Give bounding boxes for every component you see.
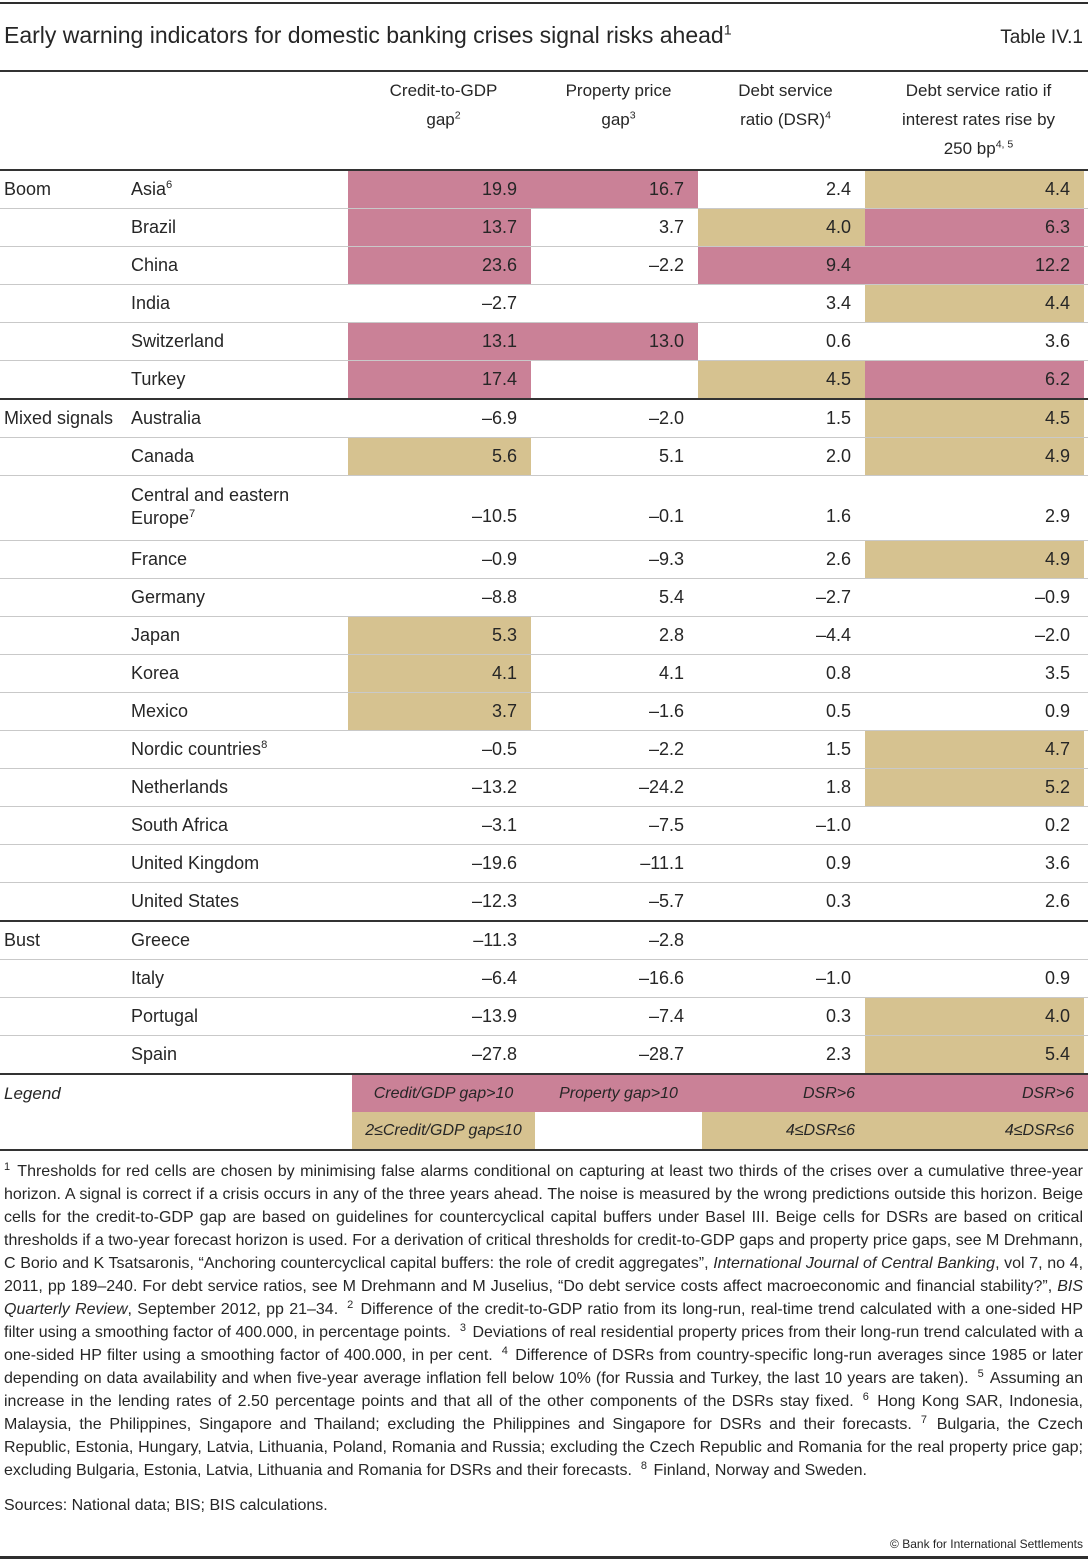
cell-group-label	[0, 579, 131, 616]
table-number: Table IV.1	[1000, 27, 1083, 48]
cell-country-label	[131, 400, 348, 437]
column-header-footnote-ref: 4	[825, 109, 831, 122]
cell-value-property-gap: –2.2	[648, 739, 684, 759]
cell-value-credit-gdp-gap: 13.1	[348, 323, 531, 360]
cell-value-dsr: 2.4	[825, 179, 851, 199]
cell-value-dsr-stressed: 4.7	[865, 731, 1084, 768]
cell-value-dsr	[698, 922, 865, 959]
cell-value-credit-gdp-gap: 3.7	[348, 693, 531, 730]
legend-cell: Credit/GDP gap>10	[352, 1075, 535, 1112]
footnotes: $^1$ Thresholds for red cells are chosen by minimising false alarms conditional on capturing at least two thirds of the crises over a cumulative three-year horizon. A signal is correct if a crisis occurs in any of the three years ahead. The noise is measured by the wrong predictions outside this horizon. Beige cells for the credit-to-GDP gap are based on guidelines for countercyclical capital buffers under Basel III. Beige cells for DSRs are based on critical thresholds if a two-year forecast horizon is used. For a derivation of critical thresholds for credit-to-GDP gaps and property price gaps, see M Drehmann, C Borio and K Tsatsaronis, “Anchoring countercyclical capital buffers: the role of credit aggregates”, International Journal of Central Banking, vol 7, no 4, 2011, pp 189–240. For debt service ratios, see M Drehmann and M Juselius, “Do debt service costs affect macroeconomic and financial stability?”, BIS Quarterly Review, September 2012, pp 21–34. $^2$ Difference of the credit-to-GDP ratio from its long-run, real-time trend calculated with a one-sided HP filter using a smoothing factor of 400.000, in percentage points. $^3$ Deviations of real residential property prices from their long-run trend calculated with a one-sided HP filter using a smoothing factor of 400.000, in per cent. $^4$ Difference of DSRs from country-specific long-run averages since 1985 or later depending on data availability and when five-year average inflation fell below 10% (for Russia and Turkey, the last 10 years are taken). $^5$ Assuming an increase in the lending rates of 2.50 percentage points and that all of the other components of the DSRs stay fixed. $^6$ Hong Kong SAR, Indonesia, Malaysia, the Philippines, Singapore and Thailand; excluding the Philippines and Singapore for DSRs and their forecasts. $^7$ Bulgaria, the Czech Republic, Estonia, Hungary, Latvia, Lithuania, Poland, Romania and Russia; excluding the Czech Republic and Romania for the real property price gap; excluding Bulgaria, Estonia, Latvia, Lithuania and Romania for DSRs and their forecasts. $^8$ Finland, Norway and Sweden.	[4, 1160, 1084, 1479]
footnote-ref: 5	[977, 1367, 984, 1380]
cell-value-dsr-stressed: –2.0	[1034, 625, 1070, 645]
cell-value-property-gap: –9.3	[648, 549, 684, 569]
cell-value-dsr: 1.8	[825, 777, 851, 797]
column-header-2: Property price gap$^3$	[565, 81, 672, 129]
legend-cell	[535, 1112, 702, 1149]
bottom-rule	[0, 1556, 1088, 1559]
cell-country-label	[131, 845, 348, 882]
cell-value-dsr: –2.7	[815, 587, 851, 607]
table-row	[0, 920, 1088, 959]
country-text: Australia	[131, 408, 202, 428]
cell-group-label	[0, 617, 131, 654]
legend-row	[0, 1073, 1088, 1112]
cell-group-label	[0, 1036, 131, 1073]
cell-value-property-gap: –2.2	[648, 255, 684, 275]
legend-cell: Property gap>10	[535, 1075, 702, 1112]
country-text: United Kingdom	[131, 853, 260, 873]
column-header-1: Credit-to-GDP gap$^2$	[389, 81, 498, 129]
cell-value-credit-gdp-gap: 5.3	[348, 617, 531, 654]
legend-row	[0, 1112, 1088, 1149]
table-row	[0, 616, 1088, 654]
footnote-ref: 2	[347, 1298, 354, 1311]
cell-value-credit-gdp-gap: –10.5	[471, 506, 517, 526]
table-row	[0, 360, 1088, 398]
cell-value-dsr-stressed: 4.4	[865, 285, 1084, 322]
cell-value-dsr-stressed	[865, 922, 1084, 959]
cell-country-label	[131, 541, 348, 578]
cell-value-dsr-stressed: 5.4	[865, 1036, 1084, 1073]
cell-value-dsr: –1.0	[815, 968, 851, 988]
cell-group-label	[0, 807, 131, 844]
cell-value-credit-gdp-gap: –11.3	[473, 930, 517, 950]
country-text: Germany	[131, 587, 206, 607]
cell-value-credit-gdp-gap: –2.7	[481, 293, 517, 313]
cell-value-dsr-stressed: 0.2	[1044, 815, 1070, 835]
cell-value-credit-gdp-gap: 19.9	[348, 171, 531, 208]
cell-value-dsr: 3.4	[825, 293, 851, 313]
cell-value-dsr-stressed: 4.4	[865, 171, 1084, 208]
country-text: Korea	[131, 663, 180, 683]
cell-country-label	[131, 323, 348, 360]
legend-cell: 4≤DSR≤6	[702, 1112, 869, 1149]
country-text: Brazil	[131, 217, 177, 237]
table-row	[0, 1035, 1088, 1073]
table-row	[0, 692, 1088, 730]
footnote-citation: BIS Quarterly Review	[4, 1278, 1083, 1318]
legend-label: Legend	[4, 1083, 61, 1103]
column-header-3: Debt service ratio (DSR)$^4$	[738, 81, 833, 129]
cell-country-label	[131, 1036, 348, 1073]
cell-value-dsr: 0.6	[825, 331, 851, 351]
page-title	[4, 22, 732, 49]
cell-value-dsr: 2.0	[825, 446, 851, 466]
cell-country-label	[131, 438, 348, 475]
table-row	[0, 844, 1088, 882]
table-row	[0, 540, 1088, 578]
cell-value-credit-gdp-gap: –12.3	[471, 891, 517, 911]
cell-value-property-gap: –7.5	[648, 815, 684, 835]
footnote-ref: 6	[862, 1390, 869, 1403]
cell-group-label	[0, 998, 131, 1035]
cell-country-label	[131, 960, 348, 997]
cell-value-property-gap: 13.0	[531, 323, 698, 360]
cell-country-label	[131, 617, 348, 654]
cell-group-label	[0, 845, 131, 882]
footnote-ref: 7	[920, 1413, 927, 1426]
column-header-4: Debt service ratio if interest rates rise by 250 bp$^{4, 5}$	[901, 81, 1056, 158]
cell-value-credit-gdp-gap: –19.6	[471, 853, 517, 873]
table-row	[0, 882, 1088, 920]
country-text: South Africa	[131, 815, 229, 835]
cell-value-property-gap: –16.6	[638, 968, 684, 988]
country-text: Japan	[131, 625, 181, 645]
cell-country-label	[131, 769, 348, 806]
cell-country-label	[131, 883, 348, 920]
footnote-ref: 8	[640, 1459, 648, 1472]
cell-value-credit-gdp-gap: 5.6	[348, 438, 531, 475]
cell-value-property-gap: 5.1	[658, 446, 684, 466]
table-row	[0, 578, 1088, 616]
cell-group-label	[0, 285, 131, 322]
country-footnote-ref: 8	[261, 739, 268, 751]
country-footnote-ref: 7	[189, 508, 196, 520]
cell-value-dsr-stressed: 6.2	[865, 361, 1084, 398]
cell-value-dsr: 0.3	[825, 891, 851, 911]
cell-country-label	[131, 476, 348, 540]
cell-country-label	[131, 998, 348, 1035]
footnote-citation: International Journal of Central Banking	[713, 1255, 996, 1272]
table-row	[0, 475, 1088, 540]
cell-country-label	[131, 731, 348, 768]
legend-label	[0, 1112, 352, 1149]
cell-value-property-gap: –7.4	[648, 1006, 684, 1026]
cell-country-label	[131, 807, 348, 844]
cell-value-dsr: 1.5	[825, 739, 851, 759]
cell-value-credit-gdp-gap: –13.2	[471, 777, 517, 797]
table-row	[0, 398, 1088, 437]
footnote-ref: 3	[459, 1321, 466, 1334]
legend	[0, 1073, 1088, 1149]
cell-value-dsr-stressed: 12.2	[865, 247, 1084, 284]
cell-value-dsr: 1.6	[825, 506, 851, 526]
cell-value-property-gap: 5.4	[658, 587, 684, 607]
table-row	[0, 730, 1088, 768]
cell-country-label	[131, 922, 348, 959]
cell-value-property-gap: 16.7	[531, 171, 698, 208]
cell-value-property-gap: –11.1	[640, 853, 684, 873]
cell-value-dsr: 0.3	[825, 1006, 851, 1026]
cell-value-property-gap: –5.7	[648, 891, 684, 911]
cell-group-label	[0, 883, 131, 920]
table-row	[0, 208, 1088, 246]
cell-value-dsr-stressed: 3.6	[1044, 331, 1070, 351]
cell-value-property-gap: –2.0	[648, 408, 684, 428]
cell-value-credit-gdp-gap: –13.9	[471, 1006, 517, 1026]
country-text: Mexico	[131, 701, 189, 721]
cell-country-label	[131, 247, 348, 284]
cell-value-dsr: 1.5	[825, 408, 851, 428]
cell-value-dsr-stressed: 6.3	[865, 209, 1084, 246]
cell-country-label	[131, 209, 348, 246]
cell-group-label: Boom	[4, 179, 52, 199]
cell-value-property-gap	[531, 361, 698, 398]
country-text: Portugal	[131, 1006, 199, 1026]
cell-group-label	[0, 731, 131, 768]
title-footnote-ref: 1	[723, 22, 732, 39]
cell-value-dsr-stressed: –0.9	[1034, 587, 1070, 607]
cell-value-dsr: 2.6	[825, 549, 851, 569]
cell-value-dsr-stressed: 3.5	[1044, 663, 1070, 683]
footnote-ref: 4	[501, 1344, 508, 1357]
sources-line: Sources: National data; BIS; BIS calculations.	[4, 1497, 328, 1514]
table-row	[0, 284, 1088, 322]
cell-value-credit-gdp-gap: –27.8	[471, 1044, 517, 1064]
cell-group-label: Bust	[4, 930, 41, 950]
country-text: France	[131, 549, 188, 569]
legend-cell: DSR>6	[869, 1075, 1088, 1112]
country-text: Italy	[131, 968, 165, 988]
cell-value-property-gap: 4.1	[658, 663, 684, 683]
cell-value-property-gap: –0.1	[648, 506, 684, 526]
cell-value-dsr-stressed: 4.9	[865, 438, 1084, 475]
country-text: Switzerland	[131, 331, 225, 351]
country-text: Netherlands	[131, 777, 229, 797]
header-spacer	[0, 76, 352, 163]
cell-group-label	[0, 769, 131, 806]
cell-country-label	[131, 693, 348, 730]
cell-value-credit-gdp-gap: –6.4	[481, 968, 517, 988]
country-text: China	[131, 255, 179, 275]
country-text: Canada	[131, 446, 195, 466]
cell-country-label	[131, 579, 348, 616]
title-bar	[0, 4, 1088, 70]
table-row	[0, 246, 1088, 284]
page-title-text: Early warning indicators for domestic banking crises signal risks ahead	[4, 22, 724, 48]
footnote-ref: 1	[4, 1160, 11, 1173]
cell-group-label	[0, 323, 131, 360]
cell-value-property-gap: 3.7	[658, 217, 684, 237]
cell-value-property-gap: –2.8	[648, 930, 684, 950]
country-text: Greece	[131, 930, 191, 950]
country-footnote-ref: 6	[166, 179, 173, 191]
cell-value-dsr: 4.5	[698, 361, 865, 398]
cell-country-label	[131, 361, 348, 398]
country-text: Turkey	[131, 369, 186, 389]
table-row	[0, 322, 1088, 360]
cell-group-label: Mixed signals	[4, 408, 114, 428]
cell-value-dsr-stressed: 5.2	[865, 769, 1084, 806]
cell-value-property-gap: –1.6	[648, 701, 684, 721]
cell-country-label	[131, 285, 348, 322]
cell-value-dsr: 9.4	[698, 247, 865, 284]
cell-value-dsr: –1.0	[815, 815, 851, 835]
cell-value-credit-gdp-gap: –3.1	[481, 815, 517, 835]
cell-value-dsr: 4.0	[698, 209, 865, 246]
cell-value-dsr-stressed: 3.6	[1044, 853, 1070, 873]
copyright: © Bank for International Settlements	[890, 1537, 1083, 1551]
cell-group-label	[0, 476, 131, 540]
cell-value-property-gap: –28.7	[638, 1044, 684, 1064]
cell-country-label	[131, 171, 348, 208]
country-text: Nordic countries$^8$	[131, 739, 268, 759]
cell-value-dsr-stressed: 4.5	[865, 400, 1084, 437]
table-row	[0, 768, 1088, 806]
table-row	[0, 997, 1088, 1035]
cell-country-label	[131, 655, 348, 692]
country-text: United States	[131, 891, 240, 911]
table-header	[0, 70, 1088, 171]
country-text: India	[131, 293, 171, 313]
cell-value-dsr-stressed: 4.9	[865, 541, 1084, 578]
legend-cell: 4≤DSR≤6	[869, 1112, 1088, 1149]
cell-value-property-gap	[531, 285, 698, 322]
cell-value-property-gap: –24.2	[638, 777, 684, 797]
cell-value-credit-gdp-gap: 4.1	[348, 655, 531, 692]
country-text: Spain	[131, 1044, 178, 1064]
legend-cell: DSR>6	[702, 1075, 869, 1112]
cell-value-credit-gdp-gap: –6.9	[481, 408, 517, 428]
cell-value-dsr-stressed: 0.9	[1044, 701, 1070, 721]
cell-value-dsr: 0.5	[825, 701, 851, 721]
table-row	[0, 654, 1088, 692]
cell-value-dsr: 0.9	[825, 853, 851, 873]
cell-value-dsr: 2.3	[825, 1044, 851, 1064]
cell-value-credit-gdp-gap: 23.6	[348, 247, 531, 284]
column-header-footnote-ref: 4, 5	[995, 138, 1014, 151]
cell-value-credit-gdp-gap: –8.8	[481, 587, 517, 607]
cell-value-credit-gdp-gap: –0.5	[481, 739, 517, 759]
column-header-footnote-ref: 3	[629, 109, 636, 122]
table-row	[0, 806, 1088, 844]
cell-group-label	[0, 438, 131, 475]
cell-group-label	[0, 655, 131, 692]
cell-value-dsr-stressed: 2.9	[1044, 506, 1070, 526]
column-header-footnote-ref: 2	[454, 109, 461, 122]
cell-value-property-gap: 2.8	[658, 625, 684, 645]
country-text: Asia$^6$	[131, 179, 173, 199]
cell-group-label	[0, 361, 131, 398]
cell-value-credit-gdp-gap: –0.9	[481, 549, 517, 569]
cell-value-credit-gdp-gap: 17.4	[348, 361, 531, 398]
table-row	[0, 437, 1088, 475]
country-text: Central and eastern Europe$^7$	[131, 485, 290, 528]
cell-group-label	[0, 541, 131, 578]
cell-value-dsr-stressed: 2.6	[1044, 891, 1070, 911]
cell-group-label	[0, 693, 131, 730]
table-body	[0, 171, 1088, 1073]
table-row	[0, 959, 1088, 997]
cell-value-dsr-stressed: 0.9	[1044, 968, 1070, 988]
cell-group-label	[0, 960, 131, 997]
table-row	[0, 171, 1088, 208]
cell-value-credit-gdp-gap: 13.7	[348, 209, 531, 246]
cell-group-label	[0, 247, 131, 284]
cell-group-label	[0, 209, 131, 246]
legend-cell: 2≤Credit/GDP gap≤10	[352, 1112, 535, 1149]
cell-value-dsr-stressed: 4.0	[865, 998, 1084, 1035]
cell-value-dsr: 0.8	[825, 663, 851, 683]
cell-value-dsr: –4.4	[815, 625, 851, 645]
